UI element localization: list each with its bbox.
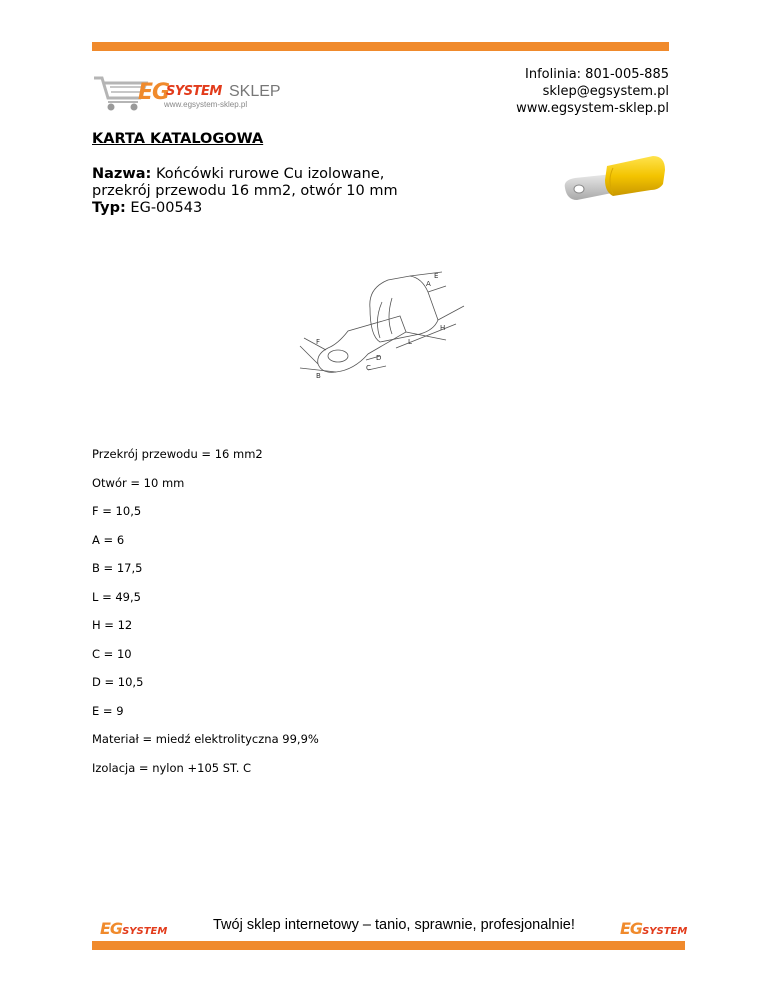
top-accent-bar: [92, 42, 669, 51]
param-row: H = 12: [92, 618, 133, 632]
name-value-line1: Końcówki rurowe Cu izolowane,: [155, 166, 385, 182]
diagram-label-b: B: [316, 372, 321, 380]
type-label: Typ:: [92, 200, 126, 216]
footer-logo-left: EGSYSTEM: [100, 919, 168, 938]
footer-logo-right: EGSYSTEM: [620, 919, 688, 938]
diagram-label-d: D: [376, 354, 382, 362]
param-row: B = 17,5: [92, 561, 143, 575]
name-value-line2: przekrój przewodu 16 mm2, otwór 10 mm: [92, 183, 398, 199]
technical-diagram: [296, 268, 471, 383]
param-row: E = 9: [92, 703, 124, 718]
param-row: C = 10: [92, 646, 132, 661]
email-link[interactable]: sklep@egsystem.pl: [542, 84, 669, 99]
contact-info: [516, 66, 669, 117]
diagram-label-a: A: [426, 280, 431, 288]
diagram-label-l: L: [408, 338, 412, 346]
name-label: Nazwa:: [92, 166, 152, 182]
param-row: L = 49,5: [92, 589, 141, 604]
diagram-label-c: C: [366, 364, 371, 372]
bottom-accent-bar: [92, 941, 685, 950]
param-row: Przekrój przewodu = 16 mm2: [92, 447, 263, 461]
phone-line: Infolinia: 801-005-885: [525, 67, 669, 82]
param-row: F = 10,5: [92, 504, 142, 518]
param-row: D = 10,5: [92, 675, 144, 689]
page-title: KARTA KATALOGOWA: [92, 131, 264, 147]
logo-sklep: SKLEP: [229, 83, 281, 100]
param-row: Otwór = 10 mm: [92, 475, 185, 490]
egsystem-logo[interactable]: [92, 74, 282, 114]
product-photo: [555, 148, 670, 210]
website-link[interactable]: www.egsystem-sklep.pl: [516, 101, 669, 116]
diagram-label-h: H: [440, 324, 446, 332]
logo-url: www.egsystem-sklep.pl: [164, 100, 248, 109]
param-row: Materiał = miedź elektrolityczna 99,9%: [92, 732, 319, 746]
type-value: EG-00543: [130, 200, 203, 216]
product-name-block: [92, 166, 472, 217]
diagram-label-e: E: [434, 272, 439, 280]
footer-tagline: Twój sklep internetowy – tanio, sprawnie, profesjonalnie!: [213, 917, 575, 933]
param-row: Izolacja = nylon +105 ST. C: [92, 760, 252, 775]
logo-system: SYSTEM: [166, 84, 222, 99]
parameter-list: [92, 447, 319, 789]
logo-eg: EG: [138, 80, 170, 105]
param-row: A = 6: [92, 532, 125, 547]
diagram-label-f: F: [316, 338, 321, 346]
